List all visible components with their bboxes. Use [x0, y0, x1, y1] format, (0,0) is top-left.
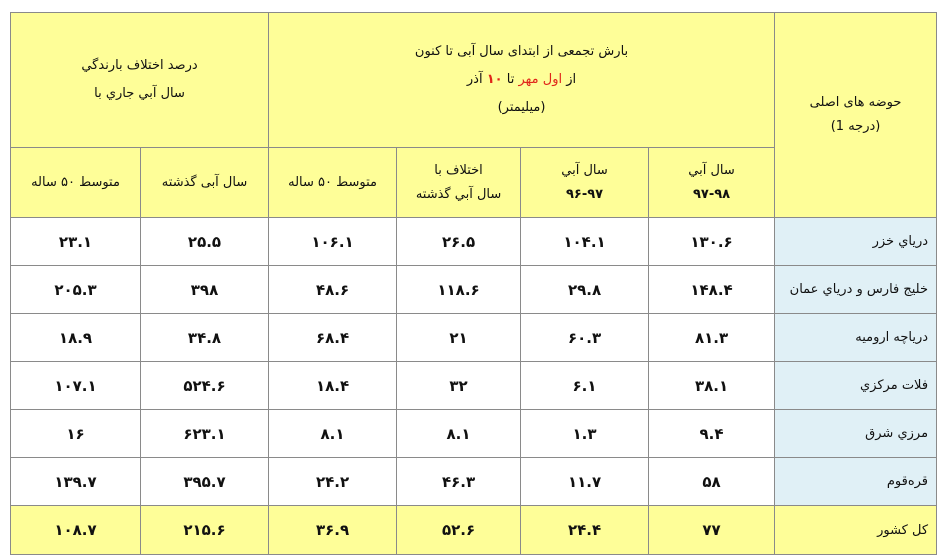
total-value: ۵۲.۶ — [397, 506, 521, 555]
row-name: درياي خزر — [775, 218, 937, 266]
col-pct-avg50 — [11, 148, 141, 218]
header-basins-title: حوضه های اصلی — [809, 95, 902, 110]
cell-value: ۲۰۵.۳ — [11, 266, 141, 314]
cell-value: ۴۶.۳ — [397, 458, 521, 506]
header-rain-period-end-num: ۱۰ — [486, 72, 503, 87]
cell-value: ۵۸ — [649, 458, 775, 506]
total-value: ۳۶.۹ — [269, 506, 397, 555]
header-rain-period-prefix: از — [566, 72, 577, 87]
cell-value: ۶۲۳.۱ — [141, 410, 269, 458]
cell-value: ۲۹.۸ — [521, 266, 649, 314]
header-rain-period-start: اول مهر — [518, 72, 563, 87]
col-avg50-label: متوسط ۵۰ ساله — [288, 174, 377, 190]
header-rain-unit: (میلیمتر) — [497, 100, 546, 115]
header-rain-title: بارش تجمعی از ابتدای سال آبی تا کنون — [414, 44, 629, 59]
col-year-prev-value: ۹۶-۹۷ — [565, 186, 604, 202]
cell-value: ۱۰۶.۱ — [269, 218, 397, 266]
col-year-prev-label: سال آبي — [561, 162, 608, 178]
table-row — [11, 410, 937, 458]
row-name: فلات مركزي — [775, 362, 937, 410]
cell-value: ۱۳۹.۷ — [11, 458, 141, 506]
cell-value: ۱۰۷.۱ — [11, 362, 141, 410]
table-row — [11, 218, 937, 266]
header-diff-subtitle: سال آبي جاري با — [94, 86, 185, 101]
col-avg50 — [269, 148, 397, 218]
total-value: ۲۱۵.۶ — [141, 506, 269, 555]
col-year-current — [649, 148, 775, 218]
header-rain-period — [275, 66, 768, 94]
cell-value: ۳۹۵.۷ — [141, 458, 269, 506]
cell-value: ۲۳.۱ — [11, 218, 141, 266]
cell-value: ۴۸.۶ — [269, 266, 397, 314]
header-diff — [11, 13, 269, 148]
cell-value: ۸.۱ — [397, 410, 521, 458]
col-pct-avg50-label: متوسط ۵۰ ساله — [31, 174, 120, 190]
cell-value: ۶۰.۳ — [521, 314, 649, 362]
cell-value: ۳۲ — [397, 362, 521, 410]
header-rain-period-end: آذر — [466, 72, 483, 87]
cell-value: ۲۵.۵ — [141, 218, 269, 266]
cell-value: ۳۹۸ — [141, 266, 269, 314]
col-year-current-label: سال آبي — [688, 162, 735, 178]
col-diff-prev — [397, 148, 521, 218]
header-rain-period-mid: تا — [506, 72, 515, 87]
cell-value: ۹.۴ — [649, 410, 775, 458]
cell-value: ۶۸.۴ — [269, 314, 397, 362]
cell-value: ۲۶.۵ — [397, 218, 521, 266]
total-name: کل کشور — [775, 506, 937, 555]
cell-value: ۶.۱ — [521, 362, 649, 410]
col-pct-prev — [141, 148, 269, 218]
cell-value: ۱۳۰.۶ — [649, 218, 775, 266]
table-row — [11, 266, 937, 314]
total-value: ۱۰۸.۷ — [11, 506, 141, 555]
cell-value: ۸۱.۳ — [649, 314, 775, 362]
cell-value: ۳۴.۸ — [141, 314, 269, 362]
table-row — [11, 362, 937, 410]
header-basins — [775, 13, 937, 218]
row-name: مرزي شرق — [775, 410, 937, 458]
cell-value: ۱۰۴.۱ — [521, 218, 649, 266]
cell-value: ۱۸.۹ — [11, 314, 141, 362]
table-row — [11, 314, 937, 362]
cell-value: ۳۸.۱ — [649, 362, 775, 410]
header-rain — [269, 13, 775, 148]
col-year-prev — [521, 148, 649, 218]
row-name: درياچه اروميه — [775, 314, 937, 362]
cell-value: ۱۴۸.۴ — [649, 266, 775, 314]
row-name: قره‌قوم — [775, 458, 937, 506]
cell-value: ۱۶ — [11, 410, 141, 458]
col-pct-prev-label: سال آبی گذشته — [161, 174, 248, 190]
row-name: خليج فارس و درياي عمان — [775, 266, 937, 314]
col-diff-prev-line1: اختلاف با — [434, 162, 483, 178]
col-year-current-value: ۹۷-۹۸ — [692, 186, 731, 202]
cell-value: ۵۲۴.۶ — [141, 362, 269, 410]
total-value: ۷۷ — [649, 506, 775, 555]
cell-value: ۱۸.۴ — [269, 362, 397, 410]
rainfall-table — [10, 12, 937, 555]
cell-value: ۱۱.۷ — [521, 458, 649, 506]
cell-value: ۸.۱ — [269, 410, 397, 458]
cell-value: ۱۱۸.۶ — [397, 266, 521, 314]
cell-value: ۲۴.۲ — [269, 458, 397, 506]
col-diff-prev-line2: سال آبي گذشته — [415, 186, 502, 202]
cell-value: ۲۱ — [397, 314, 521, 362]
total-row — [11, 506, 937, 555]
header-basins-subtitle: (درجه 1) — [830, 119, 881, 134]
total-value: ۲۴.۴ — [521, 506, 649, 555]
header-diff-title: درصد اختلاف بارندگي — [81, 58, 198, 73]
cell-value: ۱.۳ — [521, 410, 649, 458]
table-row — [11, 458, 937, 506]
